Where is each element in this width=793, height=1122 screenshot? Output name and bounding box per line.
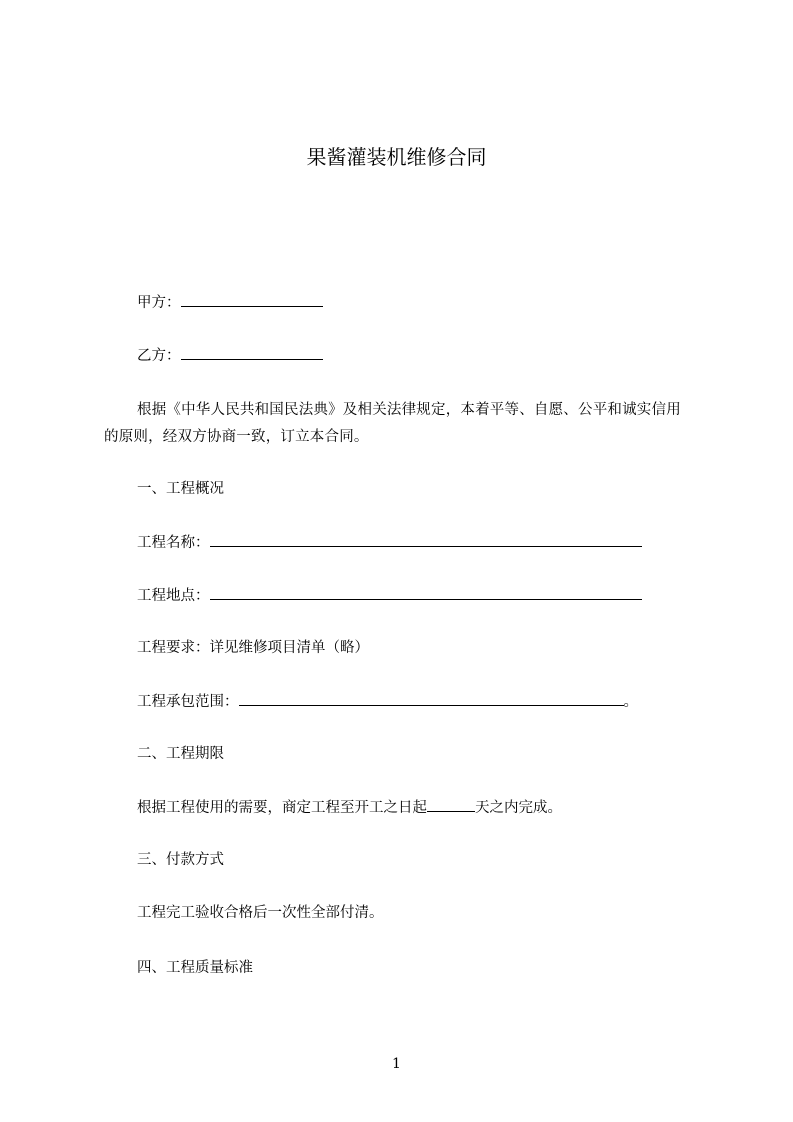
party-a-label: 甲方： xyxy=(137,295,181,311)
payment-text: 工程完工验收合格后一次性全部付清。 xyxy=(137,905,384,921)
project-scope-blank xyxy=(239,691,624,706)
duration-days-blank xyxy=(427,797,475,812)
section1-heading: 一、工程概况 xyxy=(137,481,224,497)
party-b-blank xyxy=(181,345,323,360)
project-scope-label: 工程承包范围： xyxy=(137,694,239,710)
preamble-paragraph: 根据《中华人民共和国民法典》及相关法律规定，本着平等、自愿、公平和诚实信用的原则，经双方协商一致，订立本合同。 xyxy=(104,402,681,445)
document-title: 果酱灌装机维修合同 xyxy=(306,145,487,169)
page-number: 1 xyxy=(392,1056,401,1072)
project-location-line xyxy=(137,585,642,606)
section3-heading: 三、付款方式 xyxy=(137,852,224,868)
duration-text-before: 根据工程使用的需要，商定工程至开工之日起 xyxy=(137,800,427,816)
party-a-line xyxy=(137,292,323,313)
project-scope-suffix: 。 xyxy=(623,694,638,710)
project-requirement: 工程要求：详见维修项目清单（略） xyxy=(137,640,369,656)
party-b-line xyxy=(137,345,323,366)
party-a-blank xyxy=(181,292,323,307)
duration-line xyxy=(137,797,562,818)
project-location-label: 工程地点： xyxy=(137,588,210,604)
project-location-blank xyxy=(210,585,642,600)
party-b-label: 乙方： xyxy=(137,348,181,364)
section2-heading: 二、工程期限 xyxy=(137,746,224,762)
project-scope-line xyxy=(137,691,638,712)
project-name-blank xyxy=(210,532,642,547)
project-name-line xyxy=(137,532,642,553)
duration-text-after: 天之内完成。 xyxy=(475,800,562,816)
project-name-label: 工程名称： xyxy=(137,535,210,551)
section4-heading: 四、工程质量标准 xyxy=(137,960,253,976)
